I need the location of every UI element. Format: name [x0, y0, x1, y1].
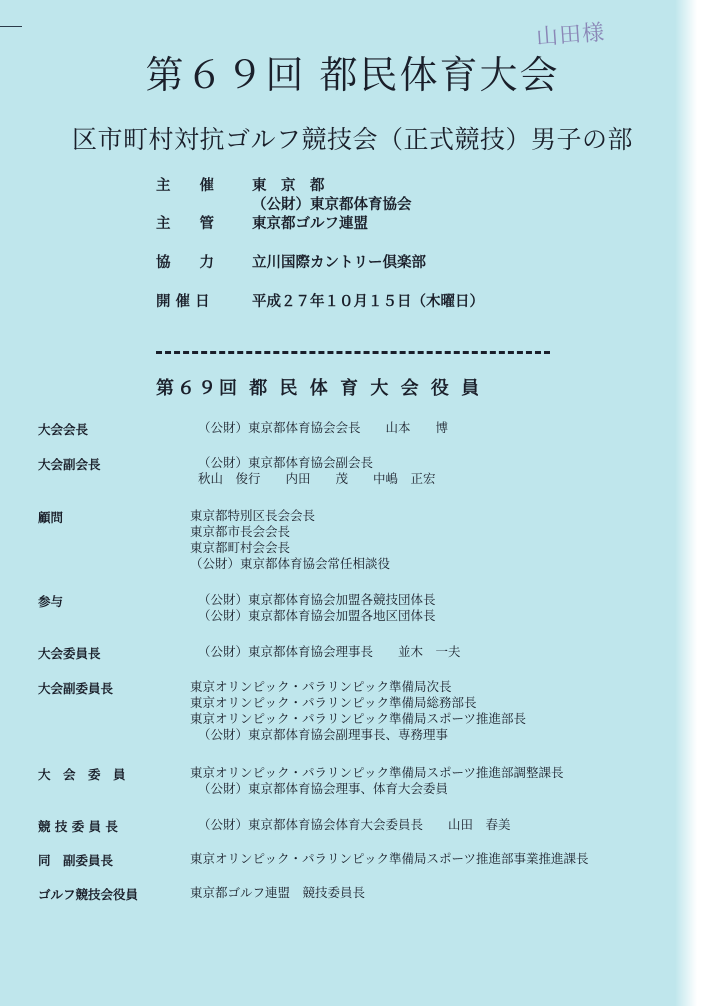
- officer-line: （公財）東京都体育協会体育大会委員長 山田 春美: [198, 817, 511, 832]
- officer-line: 東京都特別区長会会長: [190, 508, 316, 523]
- officer-role: 参与: [38, 594, 64, 609]
- officer-row: [38, 851, 589, 869]
- organizer-value: 平成２７年１０月１５日（木曜日）: [252, 294, 484, 310]
- officer-role: 大会副委員長: [38, 681, 114, 696]
- officer-row: [38, 817, 511, 835]
- officer-line: 東京オリンピック・パラリンピック準備局総務部長: [190, 695, 477, 710]
- officer-line: （公財）東京都体育協会副会長: [198, 455, 374, 470]
- officer-row: [38, 592, 436, 624]
- officer-role: 大会副会長: [38, 457, 101, 472]
- officer-line: （公財）東京都体育協会会長 山本 博: [198, 420, 449, 435]
- officer-line: 東京オリンピック・パラリンピック準備局スポーツ推進部長: [190, 711, 527, 726]
- officer-role: 大会会長: [38, 422, 89, 437]
- organizer-value: 東京都ゴルフ連盟: [252, 216, 368, 232]
- organizer-label: 開 催 日: [156, 294, 210, 310]
- officer-role: ゴルフ競技会役員: [38, 887, 139, 902]
- organizer-value: 立川国際カントリー倶楽部: [252, 255, 426, 271]
- organizer-label: 主 催: [156, 178, 214, 194]
- page-title: 第６９回 都民体育大会: [145, 53, 560, 97]
- organizer-block: [156, 174, 484, 309]
- officer-line: （公財）東京都体育協会理事長 並木 一夫: [198, 644, 461, 659]
- organizer-row-management: [156, 212, 484, 231]
- officer-role: 競 技 委 員 長: [38, 819, 118, 834]
- officer-row: [38, 420, 448, 438]
- officer-line: （公財）東京都体育協会副理事長、専務理事: [198, 727, 449, 742]
- officer-line: 東京都市長会会長: [190, 524, 291, 539]
- organizer-row-host-2: [156, 193, 484, 212]
- officer-row: [38, 644, 461, 662]
- organizer-row-cooperation: [156, 251, 484, 270]
- officer-row: [38, 765, 564, 797]
- handwritten-note: 山田様: [535, 20, 606, 51]
- organizer-row-host: [156, 174, 484, 193]
- officer-line: 秋山 俊行 内田 茂 中嶋 正宏: [198, 471, 436, 486]
- officer-line: （公財）東京都体育協会理事、体育大会委員: [198, 781, 449, 796]
- officer-row: [38, 508, 390, 572]
- margin-mark: [0, 26, 22, 27]
- organizer-label: 協 力: [156, 255, 214, 271]
- officer-row: [38, 885, 365, 903]
- officer-line: 東京オリンピック・パラリンピック準備局スポーツ推進部事業推進課長: [190, 851, 589, 866]
- officer-role: 大 会 委 員: [38, 767, 126, 782]
- organizer-value: 東 京 都: [252, 178, 325, 194]
- officer-line: 東京都町村会会長: [190, 540, 291, 555]
- officer-line: 東京オリンピック・パラリンピック準備局スポーツ推進部調整課長: [190, 765, 564, 780]
- officer-row: [38, 455, 436, 487]
- officer-role: 同 副委員長: [38, 853, 114, 868]
- officer-line: 東京都ゴルフ連盟 競技委員長: [190, 885, 366, 900]
- officer-row: [38, 679, 526, 743]
- officer-line: （公財）東京都体育協会加盟各地区団体長: [198, 608, 436, 623]
- organizer-value: （公財）東京都体育協会: [252, 197, 412, 213]
- organizer-row-date: [156, 290, 484, 309]
- officer-role: 顧問: [38, 510, 64, 525]
- officer-line: 東京オリンピック・パラリンピック準備局次長: [190, 679, 452, 694]
- page-subtitle: 区市町村対抗ゴルフ競技会（正式競技）男子の部: [71, 125, 633, 154]
- officer-role: 大会委員長: [38, 646, 101, 661]
- officer-line: （公財）東京都体育協会加盟各競技団体長: [198, 592, 436, 607]
- officers-title: 第６９回 都 民 体 育 大 会 役 員: [156, 378, 483, 399]
- section-divider: [156, 351, 550, 354]
- officer-line: （公財）東京都体育協会常任相談役: [190, 556, 391, 571]
- organizer-label: 主 管: [156, 216, 214, 232]
